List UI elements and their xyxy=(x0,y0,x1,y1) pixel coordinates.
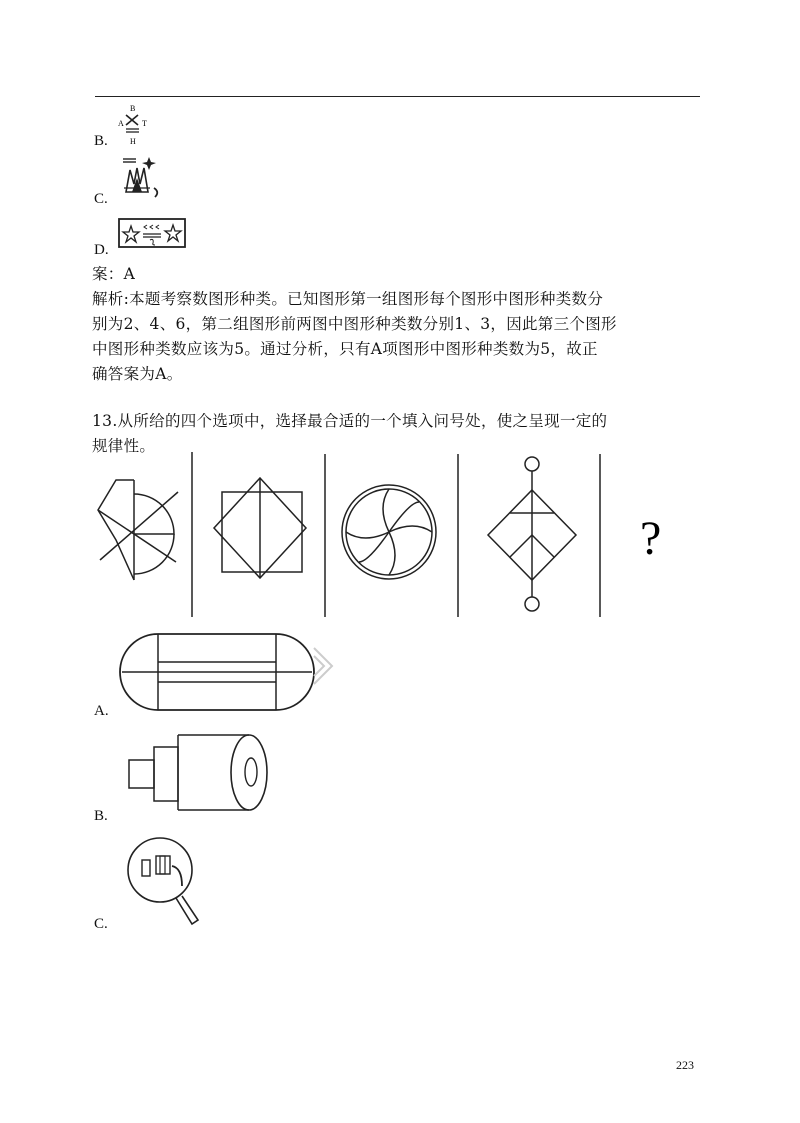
figure-letter-b: B xyxy=(130,104,136,113)
question-figure-4 xyxy=(488,457,576,611)
analysis-line-4: 确答案为A。 xyxy=(92,365,183,383)
analysis-line-2: 别为2、4、6，第二组图形前两图中图形种类数分别1、3，因此第三个图形 xyxy=(92,315,617,333)
question-figure-strip xyxy=(92,452,702,622)
question-figure-3 xyxy=(342,485,436,579)
option-b-label: B. xyxy=(94,808,108,824)
analysis-line-3: 中图形种类数应该为5。通过分析，只有A项图形中图形种类数为5，故正 xyxy=(92,340,598,358)
option-d-label-prev: D. xyxy=(94,242,109,258)
analysis-line-1: 解析:本题考察数图形种类。已知图形第一组图形每个图形中图形种类数分 xyxy=(92,290,604,308)
option-b-figure xyxy=(124,730,274,814)
option-a-label: A. xyxy=(94,703,109,719)
option-b-label-prev: B. xyxy=(94,133,108,149)
option-b-figure-prev xyxy=(112,102,156,148)
option-c-figure xyxy=(120,830,210,934)
question-mark: ? xyxy=(640,512,662,565)
option-a-figure xyxy=(118,628,338,718)
figure-letter-h: H xyxy=(130,137,136,146)
option-c-figure-prev xyxy=(118,154,170,200)
option-c-label: C. xyxy=(94,916,108,932)
question-figure-1 xyxy=(98,480,178,580)
figure-letter-a: A xyxy=(118,119,124,128)
page-number: 223 xyxy=(676,1058,694,1072)
option-d-figure-prev xyxy=(117,216,189,250)
figure-letter-t: T xyxy=(142,119,147,128)
question-text-line-1: 13.从所给的四个选项中，选择最合适的一个填入问号处，使之呈现一定的 xyxy=(92,412,608,430)
header-rule xyxy=(95,96,700,97)
answer-line: 案：A xyxy=(92,265,136,283)
question-figure-2 xyxy=(214,478,306,578)
option-c-label-prev: C. xyxy=(94,191,108,207)
question-text-line-2: 规律性。 xyxy=(92,437,156,455)
